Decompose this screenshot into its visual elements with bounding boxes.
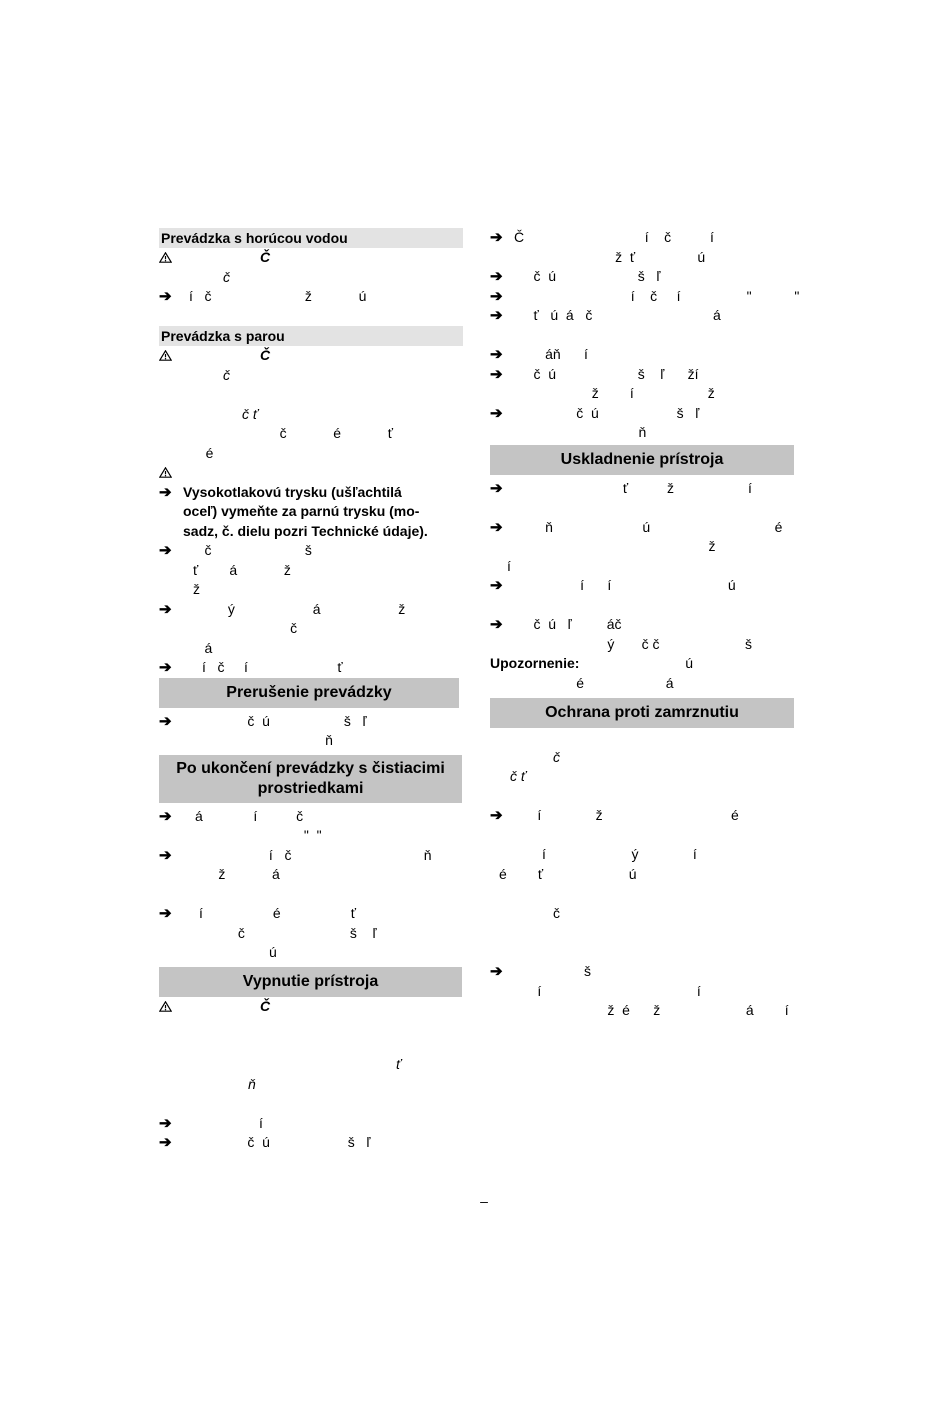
- instruction-line: ý á ž: [189, 600, 406, 617]
- instruction-line: č ú ľ áč: [514, 616, 622, 632]
- arrow-right-icon: ➔: [490, 229, 503, 246]
- arrow-right-icon: ➔: [490, 307, 503, 324]
- arrow-right-icon: ➔: [490, 479, 503, 497]
- instruction-line: í č ň: [195, 846, 432, 863]
- section-heading-frost-protection: Ochrana proti zamrznutiu: [490, 698, 794, 728]
- text-line: í í: [514, 982, 701, 999]
- arrow-right-icon: ➔: [159, 483, 172, 501]
- text-line: č: [223, 268, 230, 285]
- right-column: [490, 228, 800, 1021]
- instruction-line: oceľ) vymeňte za parnú trysku (mo-: [183, 503, 420, 519]
- section-heading-hot-water: Prevádzka s horúcou vodou: [159, 228, 463, 248]
- instruction-line: sadz, č. dielu pozri Technické údaje).: [183, 522, 428, 539]
- text-line: ň: [189, 732, 333, 748]
- arrow-right-icon: ➔: [159, 542, 172, 559]
- text-line: č: [189, 620, 298, 636]
- arrow-right-icon: ➔: [159, 1134, 172, 1151]
- page-number: –: [480, 1193, 488, 1209]
- heading-line: prostriedkami: [257, 779, 364, 797]
- section-heading-interruption: Prerušenie prevádzky: [159, 678, 459, 708]
- instruction-line: č ú š ľ: [189, 1134, 371, 1150]
- arrow-right-icon: ➔: [490, 518, 503, 536]
- text-line: " ": [195, 827, 322, 843]
- arrow-right-icon: ➔: [490, 365, 503, 383]
- arrow-right-icon: ➔: [490, 268, 503, 285]
- text-line: ž í ž: [514, 385, 715, 401]
- arrow-right-icon: ➔: [159, 712, 172, 730]
- arrow-right-icon: ➔: [159, 846, 172, 864]
- text-line: í: [507, 557, 511, 574]
- instruction-line: š: [514, 963, 592, 979]
- text-line: í ý í: [542, 846, 697, 862]
- section-heading-storage: Uskladnenie prístroja: [490, 445, 794, 475]
- text-line: ť á ž: [193, 561, 291, 578]
- arrow-right-icon: ➔: [159, 807, 172, 825]
- heading-line: Po ukončení prevádzky s čistiacimi: [176, 759, 445, 777]
- section-heading-steam: Prevádzka s parou: [159, 326, 463, 346]
- arrow-right-icon: ➔: [159, 1114, 172, 1132]
- instruction-line: Vysokotlakovú trysku (ušľachtilá: [183, 483, 402, 500]
- arrow-right-icon: ➔: [159, 659, 172, 676]
- arrow-right-icon: ➔: [490, 287, 503, 305]
- warning-text: Č: [260, 249, 271, 265]
- instruction-line: í č í " ": [514, 287, 800, 304]
- instruction-line: č š: [189, 542, 312, 558]
- text-line: č ť: [242, 405, 258, 422]
- text-line: ť: [396, 1056, 401, 1072]
- text-line: č é ť: [159, 425, 393, 441]
- arrow-right-icon: ➔: [490, 404, 503, 422]
- section-heading-switch-off: Vypnutie prístroja: [159, 967, 462, 997]
- text-line: é: [159, 444, 214, 461]
- text-line: é ť ú: [499, 865, 637, 882]
- left-column: [159, 228, 463, 1153]
- instruction-line: í: [189, 1114, 263, 1131]
- text-line: č: [553, 748, 560, 765]
- text-line: ž é ž á í: [514, 1002, 789, 1018]
- text-line: č: [223, 366, 230, 383]
- instruction-line: č ú š ľ: [514, 404, 700, 421]
- text-line: ý č č š: [514, 635, 753, 652]
- instruction-line: ň ú é: [514, 518, 783, 535]
- warning-triangle-icon: [159, 997, 183, 1012]
- note-label: Upozornenie:: [490, 655, 580, 671]
- arrow-right-icon: ➔: [159, 288, 172, 305]
- instruction-line: í č í ť: [202, 659, 343, 675]
- instruction-line: í é ť: [199, 905, 356, 921]
- instruction-line: á í č: [195, 807, 304, 824]
- arrow-right-icon: ➔: [490, 346, 503, 363]
- instruction-line: í í ú: [514, 577, 736, 593]
- text-line: ň: [248, 1075, 256, 1092]
- text-line: ň: [514, 424, 647, 440]
- text-line: č ť: [510, 768, 526, 784]
- instruction-line: Č í č í: [514, 229, 714, 245]
- text-line: ž á: [195, 866, 280, 882]
- note-text: ú: [588, 655, 694, 671]
- instruction-line: č ú š ľ: [189, 712, 367, 729]
- arrow-right-icon: ➔: [490, 963, 503, 980]
- text-line: ž: [193, 581, 200, 597]
- arrow-right-icon: ➔: [490, 807, 503, 824]
- instruction-line: í č ž ú: [189, 288, 367, 304]
- text-line: ž: [514, 538, 716, 554]
- text-line: č: [553, 904, 560, 921]
- arrow-right-icon: ➔: [490, 616, 503, 633]
- text-line: ú: [199, 944, 277, 960]
- warning-triangle-icon: [159, 248, 183, 263]
- text-line: á: [189, 639, 213, 656]
- instruction-line: č ú š ľ ží: [514, 365, 699, 382]
- warning-text: Č: [260, 347, 271, 363]
- instruction-line: áň í: [514, 346, 588, 362]
- arrow-right-icon: ➔: [490, 577, 503, 594]
- instruction-line: í ž é: [514, 807, 739, 823]
- arrow-right-icon: ➔: [159, 600, 172, 618]
- warning-triangle-icon: [159, 346, 183, 361]
- instruction-line: č ú š ľ: [514, 268, 661, 284]
- text-line: ž ť ú: [514, 248, 706, 265]
- arrow-right-icon: ➔: [159, 905, 172, 922]
- text-line: é á: [514, 674, 674, 691]
- instruction-line: ť ž í: [514, 479, 752, 496]
- section-heading-after-cleaning: [159, 755, 462, 803]
- instruction-line: ť ú á č á: [514, 307, 721, 323]
- text-line: č š ľ: [199, 924, 377, 941]
- warning-text: Č: [260, 997, 271, 1014]
- warning-triangle-icon: [159, 463, 183, 478]
